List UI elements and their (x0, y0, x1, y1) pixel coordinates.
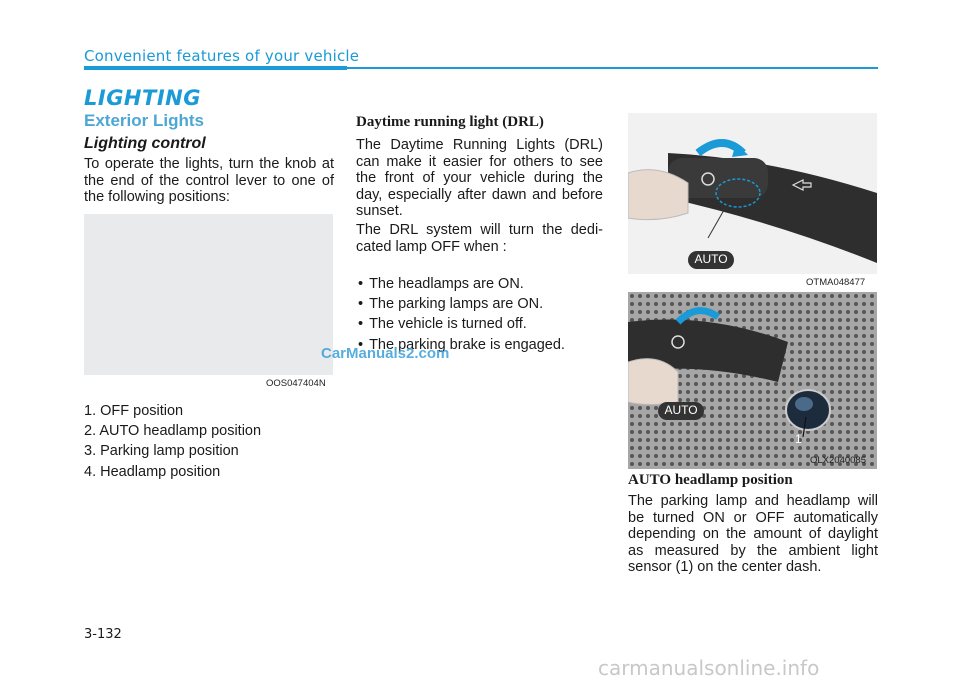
drl-title: Daytime running light (DRL) (356, 114, 544, 130)
auto-headlamp-title: AUTO headlamp position (628, 472, 793, 488)
lighting-control-image (84, 214, 333, 375)
auto-headlamp-paragraph: The parking lamp and headlamp will be turned ON or OFF automatically depending on the amount of daylight as measured by the ambient light sensor (1) on the center dash. (628, 493, 878, 575)
list-item: • The vehicle is turned off. (358, 316, 565, 336)
lever-illustration-1 (628, 113, 877, 274)
auto-label-1: AUTO (694, 252, 728, 266)
image-code-right-2: OLX2040085 (810, 455, 866, 466)
subsection-title: Exterior Lights (84, 111, 204, 130)
list-item: • The headlamps are ON. (358, 276, 565, 296)
list-item: 2. AUTO headlamp position (84, 423, 262, 440)
drl-off-paragraph: The DRL system will turn the dedi-cated lamp OFF when : (356, 222, 603, 255)
page-number: 3-132 (84, 627, 122, 642)
image-code-left: OOS047404N (266, 378, 326, 389)
section-title: LIGHTING (84, 86, 201, 110)
lever-illustration-2 (628, 292, 877, 469)
header-rule-thick (84, 66, 347, 70)
header-rule-thin (347, 67, 878, 69)
lighting-control-paragraph: To operate the lights, turn the knob at the end of the control lever to one of the following positions: (84, 156, 334, 205)
image-code-right-1: OTMA048477 (806, 277, 866, 288)
list-item: 1. OFF position (84, 403, 184, 419)
lever-photo-2 (628, 292, 877, 469)
drl-paragraph: The Daytime Running Lights (DRL) can make it easier for others to see the front of your vehicle during the day, especially after dawn and before sunset. (356, 137, 603, 219)
lever-photo-1 (628, 113, 877, 274)
footer-watermark: carmanualsonline.info (598, 656, 820, 680)
list-item: • The parking lamps are ON. (358, 296, 565, 316)
auto-label-2: AUTO (664, 403, 698, 417)
sensor-callout: 1 (795, 432, 802, 446)
list-item: 3. Parking lamp position (84, 443, 239, 460)
position-list (84, 403, 261, 484)
list-item: 4. Headlamp position (84, 463, 221, 480)
list-item: • The parking brake is engaged. (358, 337, 565, 357)
lighting-control-title: Lighting control (84, 135, 206, 152)
watermark-carmanuals: CarManuals2.com (321, 345, 450, 362)
chapter-header: Convenient features of your vehicle (84, 47, 360, 65)
